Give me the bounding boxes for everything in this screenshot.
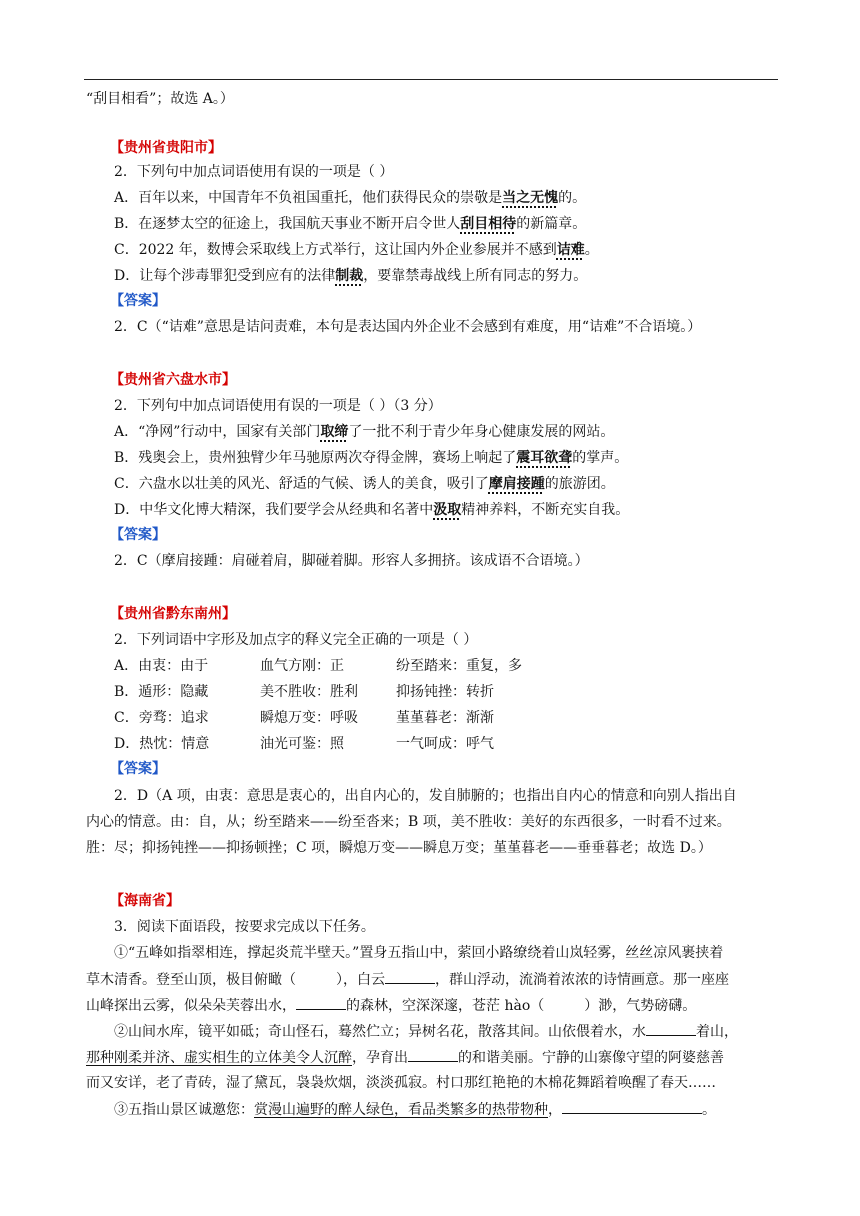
- answer-label: 【答案】: [110, 527, 166, 543]
- option-cell: A．由衷：由于: [114, 658, 209, 674]
- option-d: D．中华文化博大精深，我们要学会从经典和名著中汲取精神养料，不断充实自我。: [114, 502, 630, 518]
- fill-blank[interactable]: [562, 1099, 702, 1114]
- option-b: B．残奥会上，贵州独臂少年马驰原两次夺得金牌，赛场上响起了震耳欲聋的掌声。: [114, 450, 629, 466]
- question-text: 2．下列词语中字形及加点字的释义完全正确的一项是（ ）: [114, 632, 478, 648]
- option-cell: 纷至踏来：重复，多: [396, 658, 522, 674]
- option-cell: D．热忱：情意: [114, 736, 210, 752]
- option-cell: 一气呵成：呼气: [396, 736, 494, 752]
- option-cell: 美不胜收：胜利: [260, 684, 358, 700]
- answer-text-line: 胜：尽；抑扬钝挫——抑扬顿挫；C 项，瞬熄万变——瞬息万变；堇堇暮老——垂垂暮老；故选 D。）: [86, 840, 712, 856]
- option-a: A．百年以来，中国青年不负祖国重托，他们获得民众的崇敬是当之无愧的。: [114, 190, 587, 206]
- option-cell: 堇堇暮老：渐渐: [396, 710, 494, 726]
- option-cell: C．旁骛：追求: [114, 710, 209, 726]
- fill-blank[interactable]: [646, 1021, 696, 1036]
- section-heading-hainan: 【海南省】: [110, 893, 180, 909]
- header-rule: [84, 79, 778, 80]
- question-text: 2．下列句中加点词语使用有误的一项是（ ）（3 分）: [114, 398, 442, 414]
- answer-label: 【答案】: [110, 761, 166, 777]
- fill-blank[interactable]: [296, 995, 346, 1010]
- answer-label: 【答案】: [110, 293, 166, 309]
- passage-p3: ③五指山景区诚邀您：赏漫山遍野的醉人绿色，看品类繁多的热带物种， 。: [114, 1099, 716, 1119]
- question-text: 3．阅读下面语段，按要求完成以下任务。: [114, 919, 375, 935]
- section-heading-liupanshui: 【贵州省六盘水市】: [110, 372, 236, 388]
- option-c: C．六盘水以壮美的风光、舒适的气候、诱人的美食，吸引了摩肩接踵的旅游团。: [114, 476, 615, 492]
- passage-p1-line3: 山峰探出云雾，似朵朵芙蓉出水， 的森林，空深深邃，苍茫 hào（ ）渺，气势磅礴。: [86, 995, 696, 1015]
- passage-p1-line2: 草木清香。登至山顶，极目俯瞰（ ），白云 ，群山浮动，流淌着浓浓的诗情画意。那一座座: [86, 969, 729, 989]
- passage-p2-line3: 而又安详，老了青砖，湿了黛瓦，袅袅炊烟，淡淡孤寂。村口那红艳艳的木棉花舞蹈着唤醒了春天……: [86, 1075, 716, 1091]
- fill-blank[interactable]: [385, 969, 435, 984]
- answer-text: 2．C（“诘难”意思是诘问责难，本句是表达国内外企业不会感到有难度，用“诘难”不合语境。）: [114, 319, 702, 335]
- fill-blank[interactable]: [408, 1047, 458, 1062]
- option-cell: 瞬熄万变：呼吸: [260, 710, 358, 726]
- answer-text: 2．C（摩肩接踵：肩碰着肩，脚碰着脚。形容人多拥挤。该成语不合语境。）: [114, 553, 589, 569]
- question-text: 2．下列句中加点词语使用有误的一项是（ ）: [114, 164, 394, 180]
- option-cell: 油光可鉴：照: [260, 736, 344, 752]
- option-b: B．在逐梦太空的征途上，我国航天事业不断开启令世人刮目相待的新篇章。: [114, 216, 587, 232]
- carryover-line: “刮目相看”；故选 A。）: [86, 91, 234, 107]
- passage-p2-line1: ②山间水库，镜平如砥；奇山怪石，蓦然伫立；异树名花，散落其间。山依偎着水，水 着山，: [114, 1021, 738, 1041]
- option-cell: 血气方刚：正: [260, 658, 344, 674]
- answer-text-line: 2．D（A 项，由衷：意思是衷心的，出自内心的，发自肺腑的；也指出自内心的情意和向别人指出自: [114, 788, 737, 804]
- section-heading-qiandongnan: 【贵州省黔东南州】: [110, 606, 236, 622]
- passage-p1-line1: ①“五峰如指翠相连，撑起炎荒半壁天。”置身五指山中，萦回小路缭绕着山岚轻雾，丝丝凉风裹挟着: [114, 945, 724, 961]
- option-d: D．让每个涉毒罪犯受到应有的法律制裁，要靠禁毒战线上所有同志的努力。: [114, 268, 588, 284]
- section-heading-guiyang: 【贵州省贵阳市】: [110, 140, 222, 156]
- option-cell: 抑扬钝挫：转折: [396, 684, 494, 700]
- passage-p2-line2: 那种刚柔并济、虚实相生的立体美令人沉醉，孕育出 的和谐美丽。宁静的山寨像守望的阿婆慈善: [86, 1047, 724, 1067]
- option-c: C．2022 年，数博会采取线上方式举行，这让国内外企业参展并不感到诘难。: [114, 242, 599, 258]
- answer-text-line: 内心的情意。由：自，从；纷至踏来——纷至沓来；B 项，美不胜收：美好的东西很多，一时看不过来。: [86, 814, 731, 830]
- option-cell: B．遁形：隐藏: [114, 684, 209, 700]
- option-a: A．“净网”行动中，国家有关部门取缔了一批不利于青少年身心健康发展的网站。: [114, 424, 615, 440]
